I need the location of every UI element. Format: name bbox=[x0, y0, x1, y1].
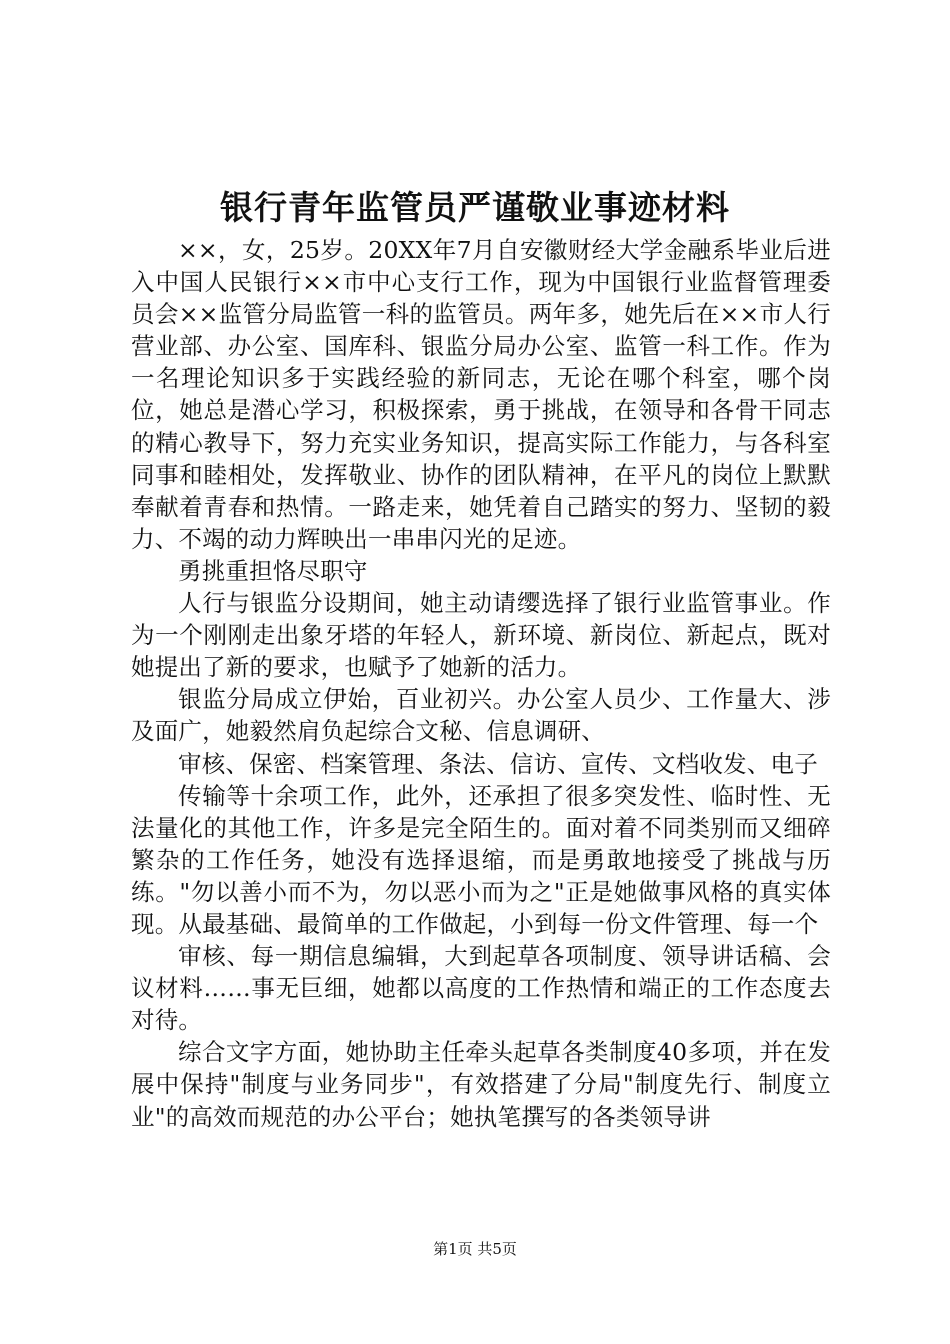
document-body bbox=[131, 234, 831, 1133]
document-title: 银行青年监管员严谨敬业事迹材料 bbox=[220, 188, 730, 227]
paragraph: 审核、每一期信息编辑，大到起草各项制度、领导讲话稿、会议材料……事无巨细，她都以高度的工作热情和端正的工作态度去对待。 bbox=[131, 942, 831, 1035]
paragraph-intro: ××，女，25岁。20XX年7月自安徽财经大学金融系毕业后进入中国人民银行××市中心支行工作，现为中国银行业监督管理委员会××监管分局监管一科的监管员。两年多，她先后在××市人行营业部、办公室、国库科、银监分局办公室、监管一科工作。作为一名理论知识多于实践经验的新同志，无论在哪个科室，哪个岗位，她总是潜心学习，积极探索，勇于挑战，在领导和各骨干同志的精心教导下，努力充实业务知识，提高实际工作能力，与各科室同事和睦相处，发挥敬业、协作的团队精神，在平凡的岗位上默默奉献着青春和热情。一路走来，她凭着自己踏实的努力、坚韧的毅力、不竭的动力辉映出一串串闪光的足迹。 bbox=[131, 236, 831, 553]
paragraph: 人行与银监分设期间，她主动请缨选择了银行业监管事业。作为一个刚刚走出象牙塔的年轻人，新环境、新岗位、新起点，既对她提出了新的要求，也赋予了她新的活力。 bbox=[131, 589, 831, 682]
paragraph: 银监分局成立伊始，百业初兴。办公室人员少、工作量大、涉及面广，她毅然肩负起综合文秘、信息调研、 bbox=[131, 685, 831, 746]
paragraph: 审核、保密、档案管理、条法、信访、宣传、文档收发、电子 bbox=[178, 749, 818, 778]
paragraph: 综合文字方面，她协助主任牵头起草各类制度40多项，并在发展中保持"制度与业务同步"，有效搭建了分局"制度先行、制度立业"的高效而规范的办公平台；她执笔撰写的各类领导讲 bbox=[131, 1038, 831, 1131]
section-heading: 勇挑重担恪尽职守 bbox=[178, 556, 368, 585]
paragraph: 传输等十余项工作，此外，还承担了很多突发性、临时性、无法量化的其他工作，许多是完全陌生的。面对着不同类别而又细碎繁杂的工作任务，她没有选择退缩，而是勇敢地接受了挑战与历练。"勿以善小而不为，勿以恶小而为之"正是她做事风格的真实体现。从最基础、最简单的工作做起，小到每一份文件管理、每一个 bbox=[131, 781, 831, 938]
page-number-footer: 第1页 共5页 bbox=[433, 1240, 517, 1258]
